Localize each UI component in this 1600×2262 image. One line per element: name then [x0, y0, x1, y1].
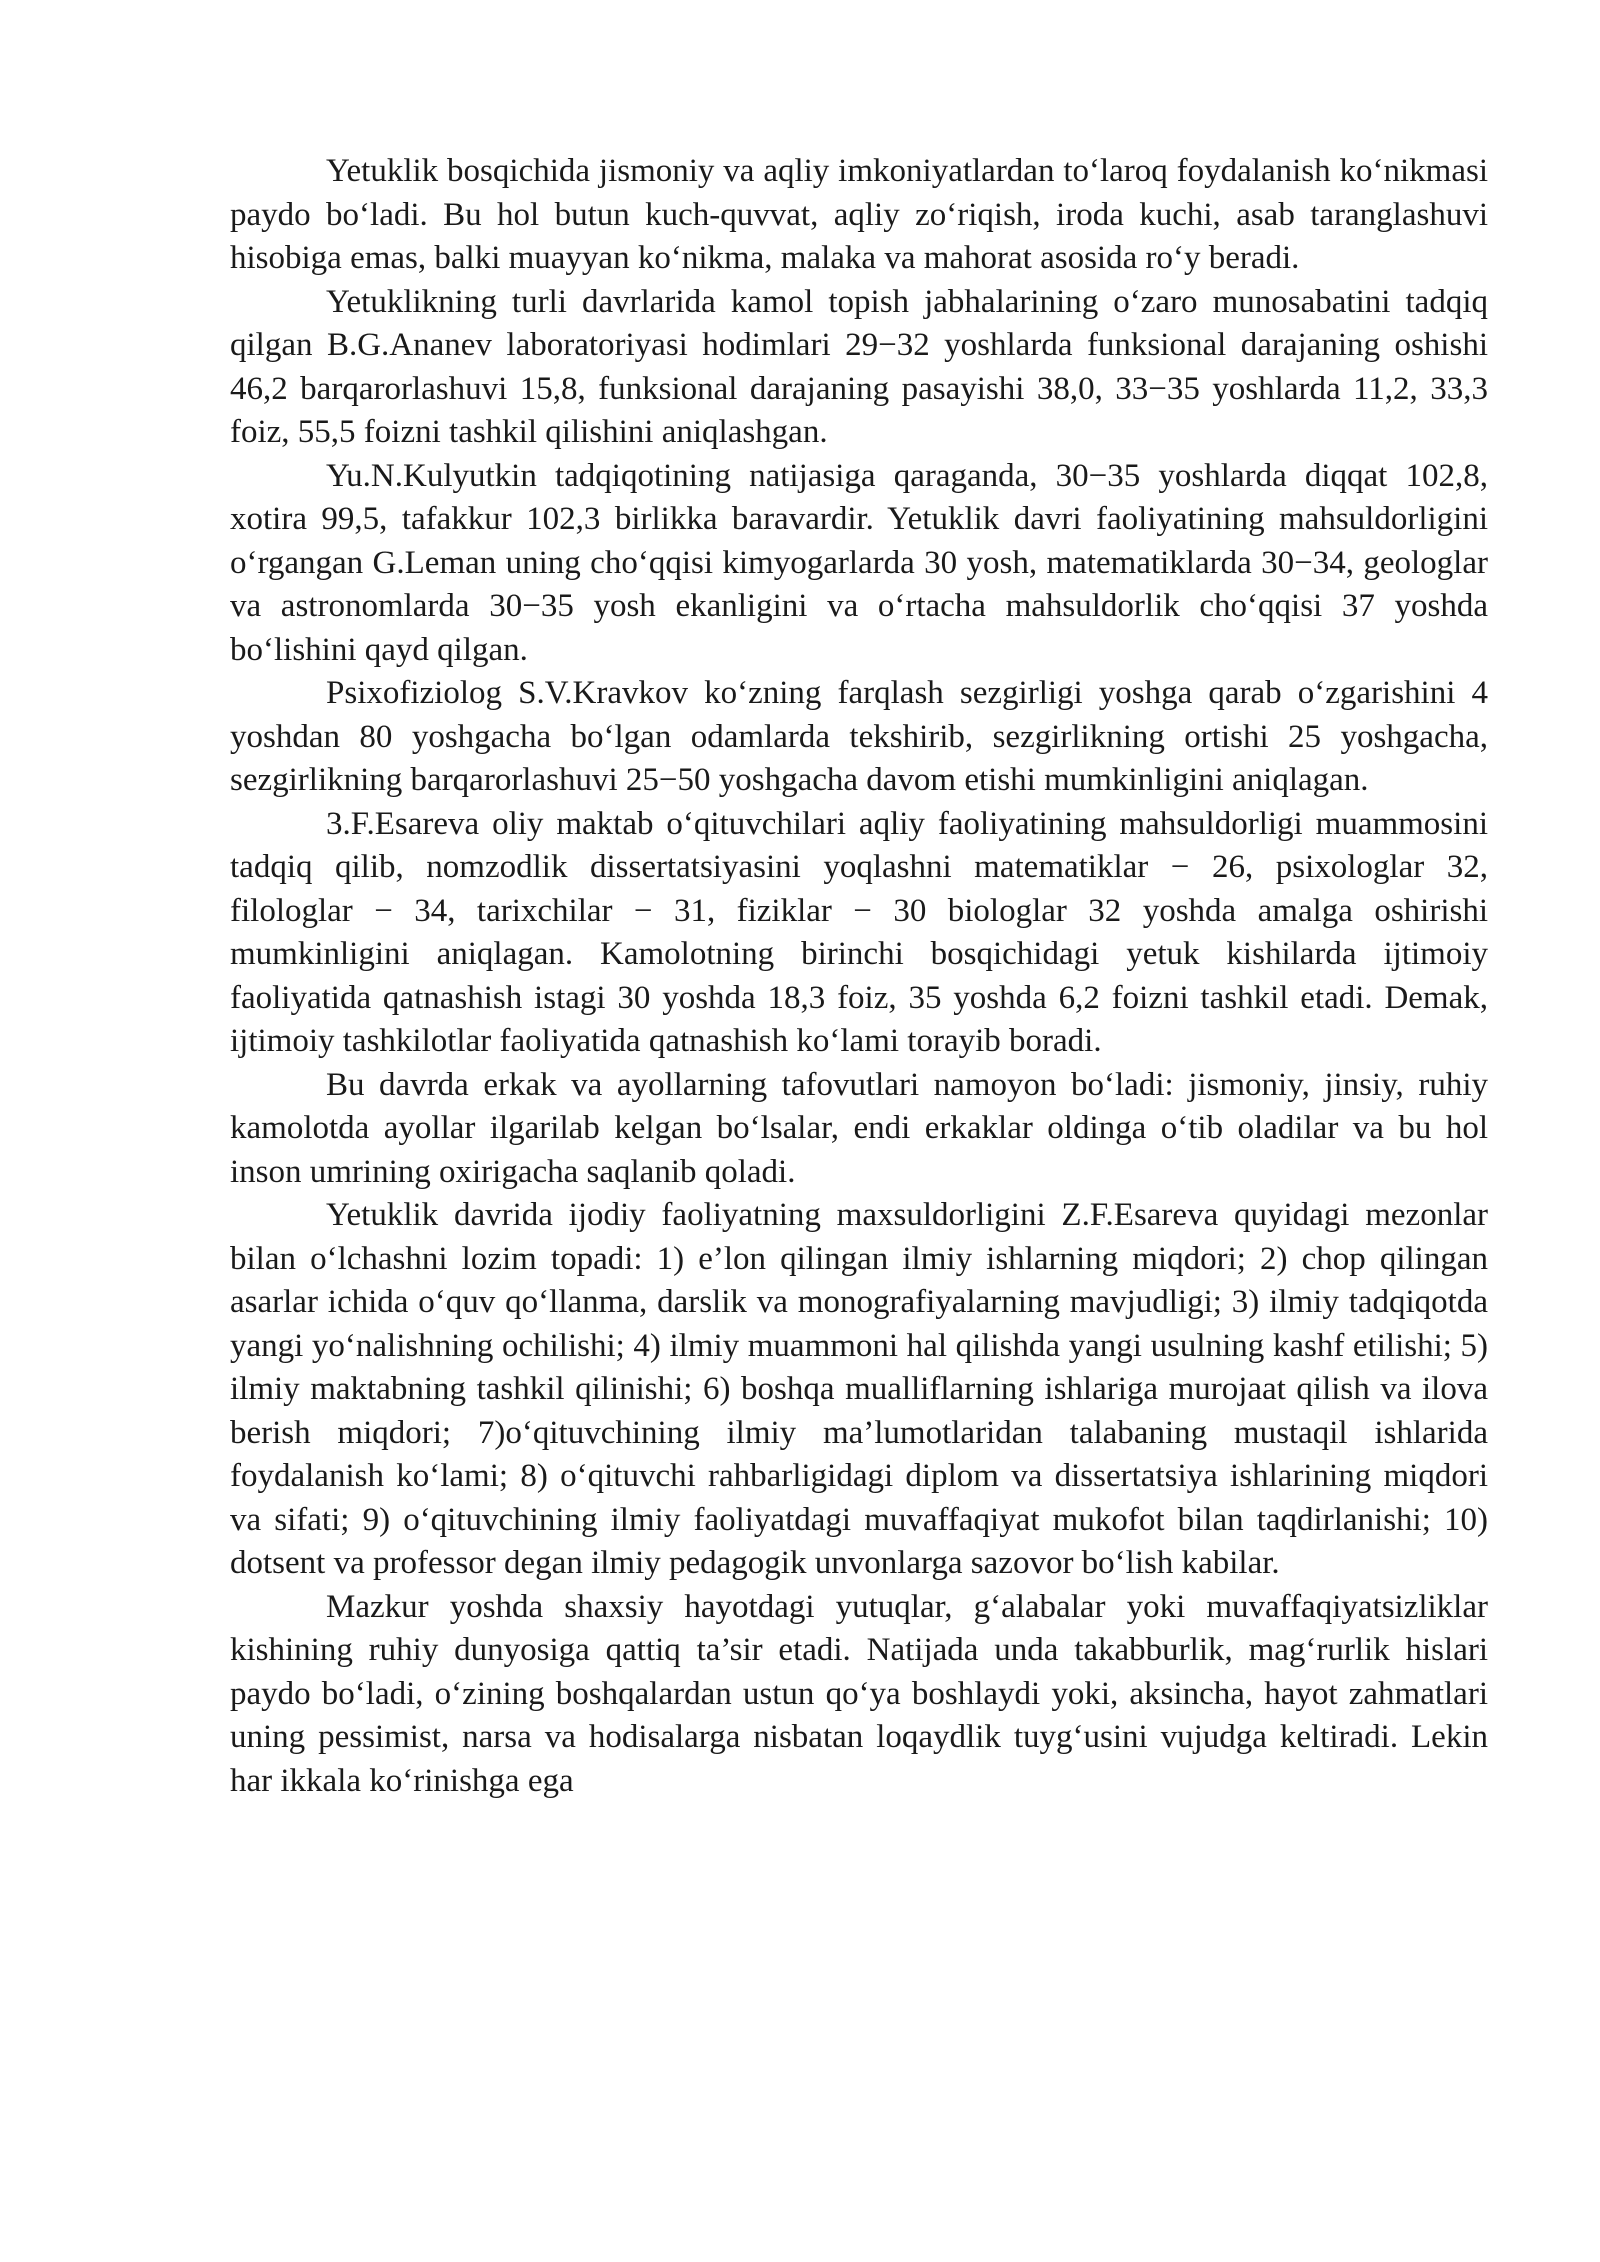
paragraph-3: Yu.N.Kulyutkin tadqiqotining natijasiga qaraganda, 30−35 yoshlarda diqqat 102,8, xotira 99,5, tafakkur 102,3 birlikka baravardir. Yetuklik davri faoliyatining mahsuldorligini o‘rgangan G.Leman uning cho‘qqisi kimyogarlarda 30 yosh, matematiklarda 30−34, geologlar va astronomlarda 30−35 yosh ekanligini va o‘rtacha mahsuldorlik cho‘qqisi 37 yoshda bo‘lishini qayd qilgan.: [230, 457, 1488, 668]
document-page: [230, 150, 1488, 1803]
paragraph-6: Bu davrda erkak va ayollarning tafovutlari namoyon bo‘ladi: jismoniy, jinsiy, ruhiy kamolotda ayollar ilgarilab kelgan bo‘lsalar, endi erkaklar oldinga o‘tib oladilar va bu hol inson umrining oxirigacha saqlanib qoladi.: [230, 1066, 1488, 1190]
paragraph-8: Mazkur yoshda shaxsiy hayotdagi yutuqlar, g‘alabalar yoki muvaffaqiyatsizliklar kishining ruhiy dunyosiga qattiq ta’sir etadi. Natijada unda takabburlik, mag‘rurlik hislari paydo bo‘ladi, o‘zining boshqalardan ustun qo‘ya boshlaydi yoki, aksincha, hayot zahmatlari uning pessimist, narsa va hodisalarga nisbatan loqaydlik tuyg‘usini vujudga keltiradi. Lekin har ikkala ko‘rinishga ega: [230, 1588, 1488, 1799]
paragraph-1: Yetuklik bosqichida jismoniy va aqliy imkoniyatlardan to‘laroq foydalanish ko‘nikmasi paydo bo‘ladi. Bu hol butun kuch-quvvat, aqliy zo‘riqish, iroda kuchi, asab taranglashuvi hisobiga emas, balki muayyan ko‘nikma, malaka va mahorat asosida ro‘y beradi.: [230, 153, 1488, 276]
paragraph-2: Yetuklikning turli davrlarida kamol topish jabhalarining o‘zaro munosabatini tadqiq qilgan B.G.Ananev laboratoriyasi hodimlari 29−32 yoshlarda funksional darajaning oshishi 46,2 barqarorlashuvi 15,8, funksional darajaning pasayishi 38,0, 33−35 yoshlarda 11,2, 33,3 foiz, 55,5 foizni tashkil qilishini aniqlashgan.: [230, 283, 1488, 450]
paragraph-5: 3.F.Esareva oliy maktab o‘qituvchilari aqliy faoliyatining mahsuldorligi muammosini tadqiq qilib, nomzodlik dissertatsiyasini yoqlashni matematiklar − 26, psixologlar 32, filologlar − 34, tarixchilar − 31, fiziklar − 30 biologlar 32 yoshda amalga oshirishi mumkinligini aniqlagan. Kamolotning birinchi bosqichidagi yetuk kishilarda ijtimoiy faoliyatida qatnashish istagi 30 yoshda 18,3 foiz, 35 yoshda 6,2 foizni tashkil etadi. Demak, ijtimoiy tashkilotlar faoliyatida qatnashish ko‘lami torayib boradi.: [230, 805, 1488, 1059]
paragraph-4: Psixofiziolog S.V.Kravkov ko‘zning farqlash sezgirligi yoshga qarab o‘zgarishini 4 yoshdan 80 yoshgacha bo‘lgan odamlarda tekshirib, sezgirlikning ortishi 25 yoshgacha, sezgirlikning barqarorlashuvi 25−50 yoshgacha davom etishi mumkinligini aniqlagan.: [230, 675, 1488, 798]
paragraph-7: Yetuklik davrida ijodiy faoliyatning maxsuldorligini Z.F.Esareva quyidagi mezonlar bilan o‘lchashni lozim topadi: 1) e’lon qilingan ilmiy ishlarning miqdori; 2) chop qilingan asarlar ichida o‘quv qo‘llanma, darslik va monografiyalarning mavjudligi; 3) ilmiy tadqiqotda yangi yo‘nalishning ochilishi; 4) ilmiy muammoni hal qilishda yangi usulning kashf etilishi; 5) ilmiy maktabning tashkil qilinishi; 6) boshqa mualliflarning ishlariga murojaat qilish va ilova berish miqdori; 7)o‘qituvchining ilmiy ma’lumotlaridan talabaning mustaqil ishlarida foydalanish ko‘lami; 8) o‘qituvchi rahbarligidagi diplom va dissertatsiya ishlarining miqdori va sifati; 9) o‘qituvchining ilmiy faoliyatdagi muvaffaqiyat mukofot bilan taqdirlanishi; 10) dotsent va professor degan ilmiy pedagogik unvonlarga sazovor bo‘lish kabilar.: [230, 1197, 1488, 1581]
